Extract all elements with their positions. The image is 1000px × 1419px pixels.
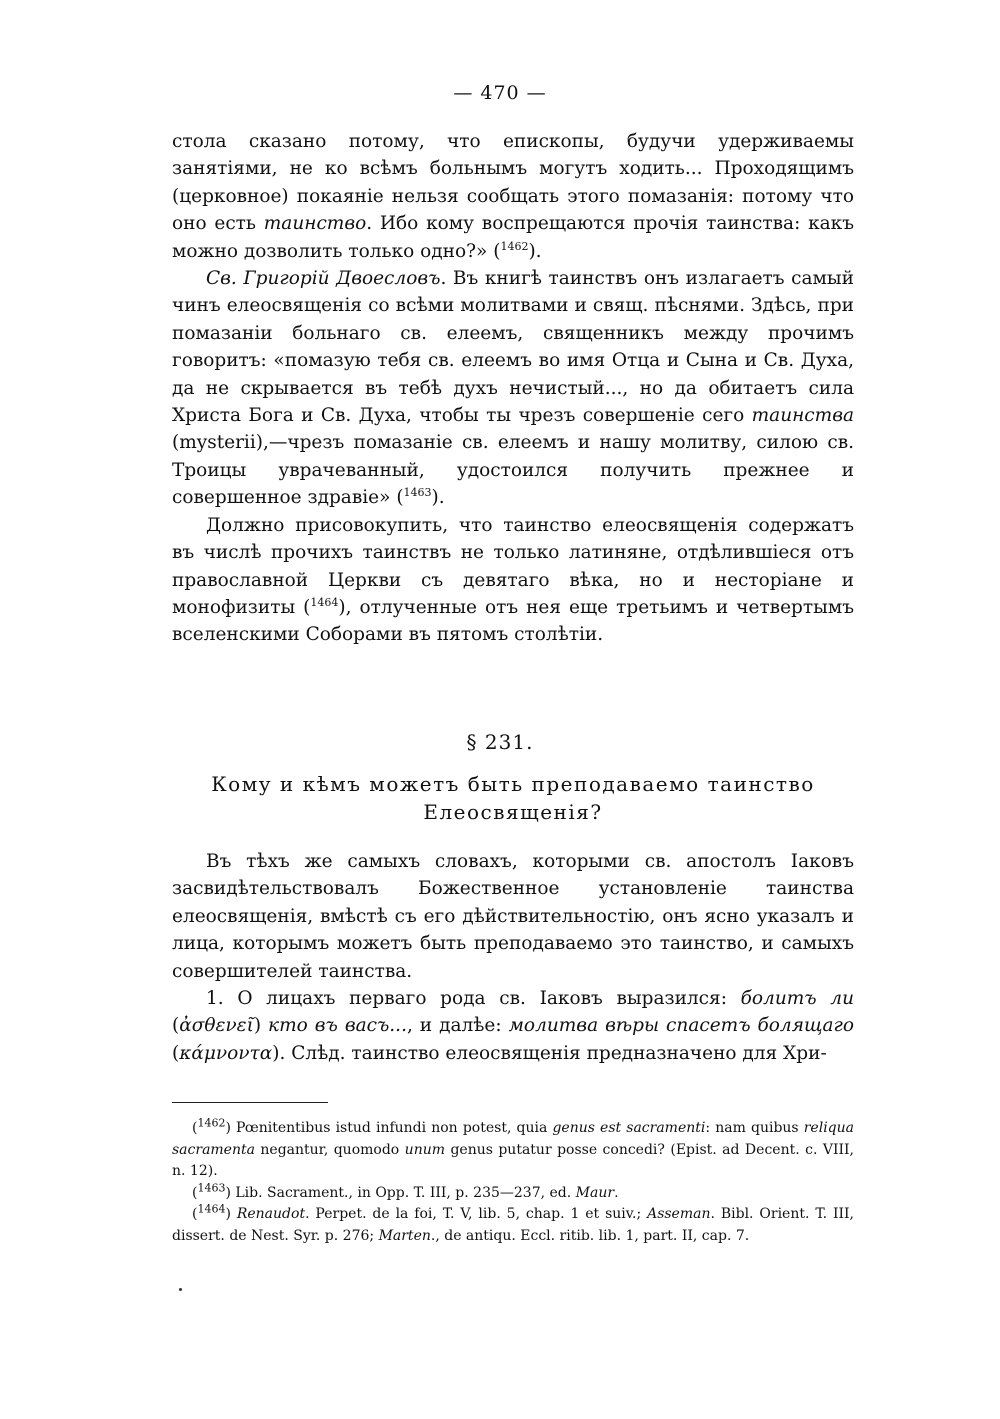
text-run: (: [192, 1184, 198, 1201]
paragraph: [172, 848, 854, 985]
emphasis-text: таинство: [263, 213, 367, 235]
text-run: negantur, quomodo: [254, 1141, 405, 1158]
text-run: ) Pœnitentibus istud infundi non potest, quia: [225, 1120, 553, 1136]
text-run: (: [172, 1015, 180, 1037]
text-run: ).: [431, 487, 445, 509]
text-run: : nam quibus: [705, 1120, 804, 1136]
footnote-ref: 1462: [500, 239, 529, 253]
emphasis-text: Renaudot: [236, 1206, 306, 1222]
text-run: (: [192, 1120, 198, 1136]
body-text-bottom: [172, 848, 854, 1067]
text-run: (mysterii),—чрезъ помазаніе св. елеемъ и нашу молитву, силою св. Троицы уврачеванный, удостоился получить прежнее и совершенное здравіе» (: [172, 432, 854, 509]
text-run: стола сказано потому, что епископы, будучи удерживаемы занятіями, не ко всѣмъ больнымъ могутъ ходить... Проходящимъ (церковное) покаяніе нельзя сообщать этого помазанія: потому что оно есть: [172, 131, 854, 235]
footnote-ref: 1464: [197, 1202, 226, 1216]
text-run: (: [172, 1042, 180, 1064]
emphasis-text: кто въ васъ...: [268, 1015, 407, 1037]
text-run: Должно присовокупить, что таинство елеосвященія содержатъ въ числѣ прочихъ таинствъ не только латиняне, отдѣлившіеся отъ православной Церкви съ девятаго вѣка, но и несторіане и монофизиты (: [172, 514, 854, 618]
footnote-divider: [172, 1102, 328, 1103]
text-run: ): [253, 1015, 269, 1037]
text-run: 1. О лицахъ перваго рода св. Іаковъ выразился:: [206, 988, 741, 1010]
footnote: [172, 1180, 854, 1205]
text-run: . Въ книгѣ таинствъ онъ излагаетъ самый чинъ елеосвященія со всѣми молитвами и свящ. пѣснями. Здѣсь, при помазаніи больнаго св. елеемъ, священникъ между прочимъ говоритъ: «помазую тебя св. елеемъ во имя Отца и Сына и Св. Духа, да не скрывается въ тебѣ духъ нечистый..., но да обитаетъ сила Христа Бога и Св. Духа, чтобы ты чрезъ совершеніе сего: [172, 268, 854, 427]
footnotes: [172, 1118, 854, 1247]
section-title: Кому и кѣмъ можетъ быть преподаваемо таинство Елеосвященія?: [211, 772, 815, 824]
text-run: , и далѣе:: [406, 1015, 509, 1037]
text-run: genus putatur posse concedi? (Epist. ad Decent. c. VIII, n. 12).: [172, 1141, 854, 1179]
emphasis-text: Marten: [378, 1227, 431, 1244]
footnote: [172, 1118, 854, 1183]
emphasis-text: Maur: [575, 1184, 615, 1201]
emphasis-text: Asseman: [647, 1206, 711, 1222]
footnote-ref: 1463: [197, 1180, 226, 1194]
text-run: ., de antiqu. Eccl. ritib. lib. 1, part. II, cap. 7.: [430, 1227, 750, 1244]
footnote-ref: 1462: [197, 1116, 226, 1130]
text-run: . Ибо кому воспрещаются прочія таинства: какъ можно дозволить только одно?» (: [172, 213, 854, 262]
text-run: ): [225, 1206, 237, 1222]
text-run: . Bibl. Orient. T. III, dissert. de Nest. Syr. p. 276;: [172, 1206, 854, 1244]
page-speck: [179, 1288, 182, 1291]
text-run: .: [614, 1184, 619, 1201]
section-number: § 231.: [466, 730, 534, 754]
text-run: ).: [528, 240, 542, 262]
paragraph: [172, 985, 854, 1067]
text-run: Въ тѣхъ же самыхъ словахъ, которыми св. апостолъ Іаковъ засвидѣтельствовалъ Божественное установленіе таинства елеосвященія, вмѣстѣ съ его дѣйствительностію, онъ ясно указалъ и лица, которымъ можетъ быть преподаваемо это таинство, и самыхъ совершителей таинства.: [172, 851, 854, 982]
emphasis-text: молитва вѣры спасетъ болящаго: [508, 1015, 854, 1037]
footnote: [172, 1204, 854, 1247]
body-text-top: [172, 128, 854, 649]
paragraph: [172, 512, 854, 649]
text-run: ), отлученные отъ нея еще третьимъ и четвертымъ вселенскими Соборами въ пятомъ столѣтіи.: [172, 596, 854, 646]
emphasis-text: κάμνοντα: [179, 1042, 273, 1064]
paragraph: [172, 265, 854, 512]
emphasis-text: болитъ ли: [740, 988, 854, 1010]
emphasis-text: genus est sacramenti: [552, 1120, 706, 1136]
text-run: . Perpet. de la foi, T. V, lib. 5, chap. 1 et suiv.;: [305, 1206, 648, 1222]
text-run: ) Lib. Sacrament., in Opp. T. III, p. 235—237, ed.: [225, 1184, 576, 1201]
emphasis-text: unum: [404, 1141, 445, 1158]
page-number: — 470 —: [453, 82, 547, 104]
text-run: (: [192, 1206, 198, 1222]
emphasis-text: reliqua sacramenta: [172, 1120, 854, 1158]
footnote-ref: 1463: [403, 486, 432, 500]
footnote-ref: 1464: [310, 595, 339, 609]
paragraph: [172, 128, 854, 265]
emphasis-text: ἀσθενεῖ: [179, 1015, 254, 1037]
emphasis-text: таинства: [751, 405, 854, 427]
text-run: ). Слѣд. таинство елеосвященія предназначено для Хри-: [272, 1042, 827, 1064]
emphasis-text: Св. Григорій Двоесловъ: [206, 268, 441, 290]
